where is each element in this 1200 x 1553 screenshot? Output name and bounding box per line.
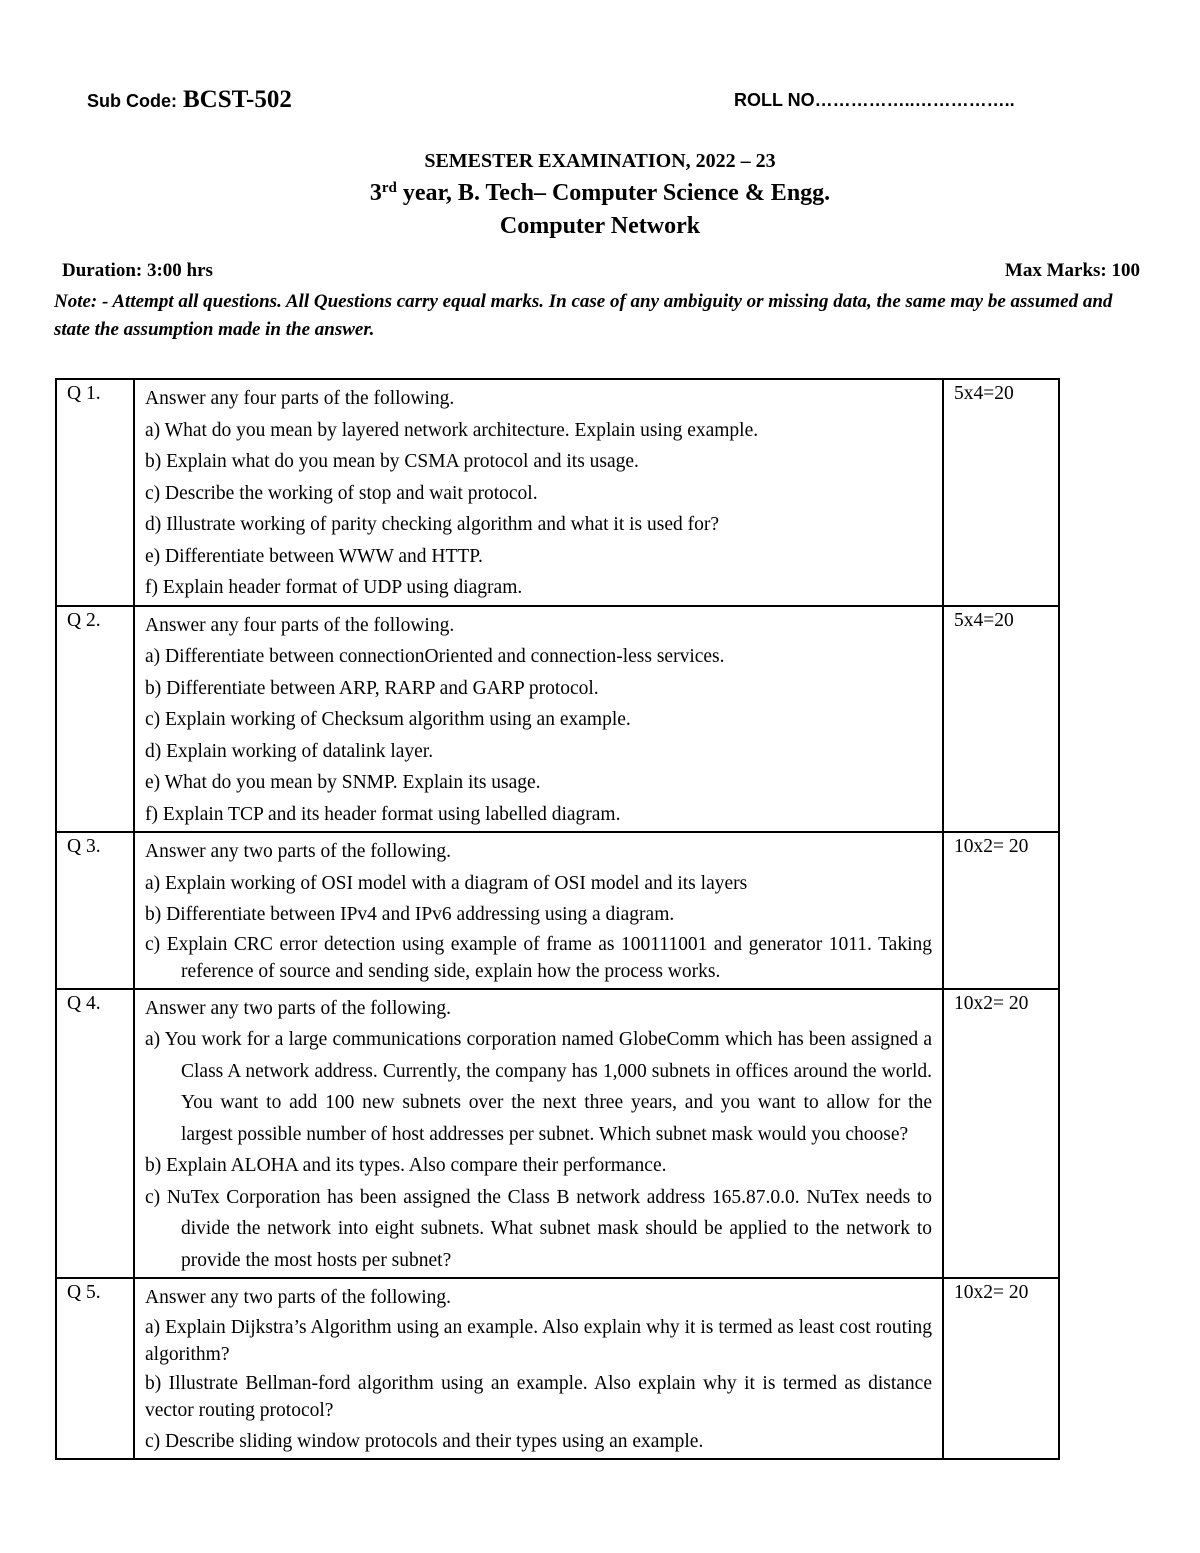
question-row bbox=[56, 606, 1059, 833]
question-part: b) Differentiate between IPv4 and IPv6 addressing using a diagram. bbox=[145, 904, 675, 925]
sub-code-value: BCST-502 bbox=[183, 86, 292, 113]
question-marks: 5x4=20 bbox=[943, 606, 1059, 833]
question-part: a) Explain working of OSI model with a diagram of OSI model and its layers bbox=[145, 872, 748, 894]
question-instruction: Answer any two parts of the following. bbox=[145, 841, 451, 862]
question-part: c) Describe sliding window protocols and their types using an example. bbox=[145, 1430, 704, 1452]
question-marks: 5x4=20 bbox=[943, 379, 1059, 606]
question-number: Q 3. bbox=[56, 832, 134, 989]
question-content bbox=[134, 989, 943, 1279]
question-instruction: Answer any two parts of the following. bbox=[145, 1287, 451, 1308]
questions-table bbox=[55, 378, 1060, 1460]
roll-no: ROLL NO……………..…………….. bbox=[734, 90, 1015, 110]
question-part: f) Explain header format of UDP using diagram. bbox=[145, 577, 523, 598]
question-row bbox=[56, 1278, 1059, 1459]
question-part: c) Explain working of Checksum algorithm using an example. bbox=[145, 709, 631, 730]
year-suffix: rd bbox=[381, 180, 397, 196]
question-marks: 10x2= 20 bbox=[943, 989, 1059, 1279]
question-part: c) NuTex Corporation has been assigned the Class B network address 165.87.0.0. NuTex needs to divide the network into eight subnets. What subnet mask should be applied to the network to provide the most hosts per subnet? bbox=[145, 1186, 932, 1271]
year-program: year, B. Tech– Computer Science & Engg. bbox=[396, 180, 831, 206]
question-part: c) Describe the working of stop and wait protocol. bbox=[145, 482, 538, 504]
question-part: a) Explain Dijkstra’s Algorithm using an example. Also explain why it is termed as least cost routing algorithm? bbox=[145, 1316, 932, 1365]
year-line bbox=[0, 177, 1200, 209]
question-part: a) You work for a large communications corporation named GlobeComm which has been assigned a Class A network address. Currently, the company has 1,000 subnets in offices around the world. You want to add 100 new subnets over the next three years, and you want to allow for the largest possible number of host addresses per subnet. Which subnet mask would you choose? bbox=[145, 1029, 932, 1145]
max-marks: Max Marks: 100 bbox=[1004, 260, 1140, 281]
question-marks: 10x2= 20 bbox=[943, 1278, 1059, 1459]
question-part: e) Differentiate between WWW and HTTP. bbox=[145, 545, 483, 567]
question-row bbox=[56, 379, 1059, 606]
question-part: a) Differentiate between connectionOriented and connection-less services. bbox=[145, 646, 725, 667]
question-part: b) Explain ALOHA and its types. Also compare their performance. bbox=[145, 1155, 667, 1176]
duration: Duration: 3:00 hrs bbox=[62, 260, 213, 281]
question-number: Q 2. bbox=[56, 606, 134, 833]
sub-code-label: Sub Code: bbox=[87, 91, 177, 111]
question-content bbox=[134, 1278, 943, 1459]
question-part: d) Explain working of datalink layer. bbox=[145, 740, 434, 762]
question-number: Q 1. bbox=[56, 379, 134, 606]
question-marks: 10x2= 20 bbox=[943, 832, 1059, 989]
course-title: Computer Network bbox=[499, 213, 701, 239]
question-instruction: Answer any four parts of the following. bbox=[145, 614, 455, 636]
header-row bbox=[87, 82, 1087, 118]
question-number: Q 5. bbox=[56, 1278, 134, 1459]
question-row bbox=[56, 832, 1059, 989]
question-content bbox=[134, 832, 943, 989]
question-part: d) Illustrate working of parity checking algorithm and what it is used for? bbox=[145, 514, 720, 535]
question-instruction: Answer any two parts of the following. bbox=[145, 997, 451, 1019]
sub-code bbox=[87, 82, 292, 119]
question-part: b) Illustrate Bellman-ford algorithm using an example. Also explain why it is termed as distance vector routing protocol? bbox=[145, 1372, 932, 1421]
question-part: b) Differentiate between ARP, RARP and GARP protocol. bbox=[145, 677, 599, 699]
question-part: a) What do you mean by layered network architecture. Explain using example. bbox=[145, 419, 759, 441]
question-part: c) Explain CRC error detection using example of frame as 100111001 and generator 1011. Taking reference of source and sending side, explain how the process works. bbox=[145, 933, 932, 982]
question-row bbox=[56, 989, 1059, 1279]
year-number: 3 bbox=[369, 180, 382, 206]
exam-title: SEMESTER EXAMINATION, 2022 – 23 bbox=[424, 150, 776, 172]
question-part: e) What do you mean by SNMP. Explain its usage. bbox=[145, 772, 541, 793]
question-instruction: Answer any four parts of the following. bbox=[145, 388, 455, 409]
question-part: f) Explain TCP and its header format using labelled diagram. bbox=[145, 803, 621, 825]
note: Note: - Attempt all questions. All Questions carry equal marks. In case of any ambiguity or missing data, the same may be assumed and state the assumption made in the answer. bbox=[54, 291, 1113, 340]
question-number: Q 4. bbox=[56, 989, 134, 1279]
question-content bbox=[134, 606, 943, 833]
question-content bbox=[134, 379, 943, 606]
question-part: b) Explain what do you mean by CSMA protocol and its usage. bbox=[145, 451, 639, 472]
